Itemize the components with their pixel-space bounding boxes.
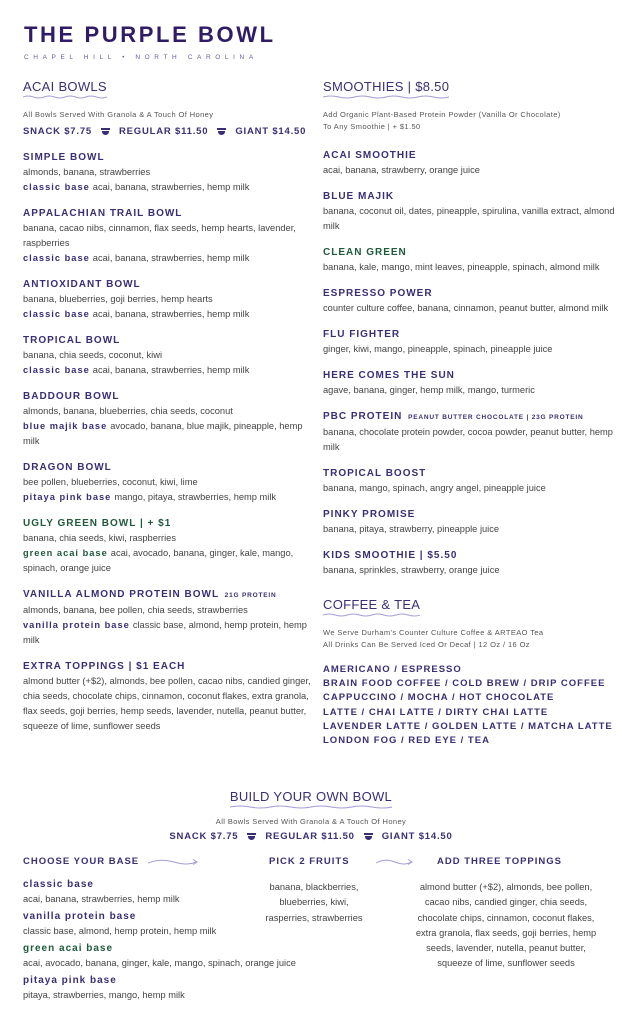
item-toppings: bee pollen, blueberries, coconut, kiwi, lime [23,477,198,487]
base-name: green acai base [23,943,114,954]
item-desc: banana, kale, mango, mint leaves, pineapple, spinach, almond milk [323,262,600,272]
byob-title [230,789,392,809]
fruits-line: rasperries, strawberries [265,912,363,923]
item-name: HERE COMES THE SUN [323,370,455,381]
protein-badge: PEANUT BUTTER CHOCOLATE | 23G PROTEIN [408,414,584,421]
item-desc: banana, mango, spinach, angry angel, pineapple juice [323,483,546,493]
item-name: ACAI SMOOTHIE [323,150,417,161]
item-base [23,251,313,266]
base-name: pitaya pink base [23,975,117,986]
item-name: SIMPLE BOWL [23,152,105,163]
byob-fruits-list [246,880,382,926]
extra-toppings [23,660,313,734]
toppings-line: chocolate chips, cinnamon, coconut flakes, [417,912,595,923]
brand-location: CHAPEL HILL • NORTH CAROLINA [24,54,258,61]
menu-item-kids-smoothie [323,549,618,578]
build-your-own-bowl-section [0,788,622,842]
menu-item-clean-green [323,246,618,275]
protein-badge: 21G PROTEIN [224,592,277,599]
base-ingredients: acai, avocado, banana, ginger, kale, mango, spinach, orange juice [23,548,294,573]
item-name: DRAGON BOWL [23,462,112,473]
toppings-line: extra granola, flax seeds, goji berries, hemp [415,927,597,938]
toppings-line: squeeze of lime, sunflower seeds [437,958,575,969]
item-desc: acai, banana, strawberry, orange juice [323,165,480,175]
menu-item-dragon-bowl [23,461,313,505]
coffee-line: BRAIN FOOD COFFEE / COLD BREW / DRIP COFFEE [323,678,606,690]
byob-note: All Bowls Served With Granola & A Touch Of Honey [215,817,407,826]
item-name: TROPICAL BOOST [323,468,427,479]
menu-item-baddour-bowl [23,390,313,449]
size-regular: REGULAR $11.50 [265,831,355,842]
item-name: UGLY GREEN BOWL | + $1 [23,518,172,529]
wave-underline-icon [23,95,107,99]
menu-item-blue-majik [323,190,618,234]
size-giant: GIANT $14.50 [381,831,453,842]
item-toppings: almonds, banana, strawberries [23,167,151,177]
smoothies-note-line: Add Organic Plant-Based Protein Powder (Vanilla Or Chocolate) [323,110,561,119]
coffee-drink-list [323,663,618,748]
toppings-line: cacao nibs, candied ginger, chia seeds, [424,897,588,908]
menu-item-here-comes-the-sun [323,369,618,398]
item-name: BLUE MAJIK [323,191,395,202]
base-label: green acai base [23,548,108,558]
item-name: APPALACHIAN TRAIL BOWL [23,208,183,219]
menu-item-tropical-bowl [23,334,313,378]
item-toppings: banana, blueberries, goji berries, hemp hearts [23,294,213,304]
coffee-tea-section [323,596,618,748]
wave-underline-icon [230,805,392,809]
step-choose-base: CHOOSE YOUR BASE [23,856,140,867]
menu-item-appalachian-trail-bowl [23,207,313,266]
base-ingredients: acai, banana, strawberries, hemp milk [92,309,250,319]
byob-steps [0,856,622,870]
coffee-tea-title [323,597,420,617]
byob-toppings-list [400,880,612,972]
acai-bowls-title [23,79,107,99]
coffee-line: AMERICANO / ESPRESSO [323,664,462,675]
item-name: ANTIOXIDANT BOWL [23,279,141,290]
menu-item-vanilla-almond-protein-bowl [23,588,313,648]
item-desc: agave, banana, ginger, hemp milk, mango, turmeric [323,385,535,395]
fruits-line: blueberries, kiwi, [279,897,349,908]
size-snack: SNACK $7.75 [169,831,239,842]
coffee-line: LAVENDER LATTE / GOLDEN LATTE / MATCHA LATTE [323,720,613,732]
byob-title-text: BUILD YOUR OWN BOWL [229,789,393,804]
coffee-line: LATTE / CHAI LATTE / DIRTY CHAI LATTE [323,706,549,718]
item-name: PINKY PROMISE [323,509,416,520]
item-toppings: banana, chia seeds, kiwi, raspberries [23,533,176,543]
smoothies-section [323,78,618,748]
acai-sizes [23,126,313,137]
base-option-pitaya-pink [23,974,323,1003]
menu-item-flu-fighter [323,328,618,357]
item-name: KIDS SMOOTHIE | $5.50 [323,550,458,561]
extra-toppings-list: almond butter (+$2), almonds, bee pollen, cacao nibs, candied ginger, chia seeds, chocolate chips, cinnamon, coconut flakes, extra granola, flax seeds, goji berries, hemp seeds, lavender, nutella, peanut butter, squeeze of lime, sunflower seeds [23,676,311,731]
smoothies-title [323,79,449,99]
bowl-icon [247,833,256,840]
smoothies-title-text: SMOOTHIES | $8.50 [323,79,450,94]
item-name: CLEAN GREEN [323,247,407,258]
base-ingredients: acai, banana, strawberries, hemp milk [92,182,250,192]
item-desc: banana, sprinkles, strawberry, orange juice [323,565,500,575]
size-snack: SNACK $7.75 [23,126,92,137]
base-label: vanilla protein base [23,620,130,630]
bowl-icon [217,128,226,135]
wavy-arrow-icon [375,858,415,866]
item-desc: counter culture coffee, banana, cinnamon, peanut butter, almond milk [323,303,609,313]
base-label: classic base [23,365,90,375]
base-ingredients: mango, pitaya, strawberries, hemp milk [114,492,277,502]
bowl-icon [101,128,110,135]
item-base [23,419,313,449]
base-desc: classic base, almond, hemp protein, hemp milk [23,926,217,936]
brand-header [24,22,276,61]
base-label: pitaya pink base [23,492,112,502]
item-name: FLU FIGHTER [323,329,401,340]
coffee-line: LONDON FOG / RED EYE / TEA [323,735,490,747]
item-name [323,410,618,425]
wavy-arrow-icon [147,858,201,866]
item-desc: banana, pitaya, strawberry, pineapple juice [323,524,500,534]
brand-title: THE PURPLE BOWL [24,22,276,47]
item-name: ESPRESSO POWER [323,288,433,299]
size-giant: GIANT $14.50 [235,126,307,137]
wave-underline-icon [323,95,449,99]
coffee-note-line: All Drinks Can Be Served Iced Or Decaf | 12 Oz / 16 Oz [323,640,530,649]
item-base [23,546,313,576]
acai-bowls-section [23,78,313,734]
base-desc: pitaya, strawberries, mango, hemp milk [23,990,185,1000]
base-ingredients: avocado, banana, blue majik, pineapple, hemp milk [23,421,303,446]
coffee-tea-title-text: COFFEE & TEA [323,597,421,612]
smoothies-note [323,109,618,133]
menu-item-acai-smoothie [323,149,618,178]
item-name-text: PBC PROTEIN [323,411,403,422]
byob-sizes [0,831,622,842]
base-ingredients: classic base, almond, hemp protein, hemp milk [23,620,307,645]
item-base [23,363,313,378]
menu-item-tropical-boost [323,467,618,496]
base-label: classic base [23,182,90,192]
step-pick-fruits: PICK 2 FRUITS [269,856,350,867]
wave-underline-icon [323,613,420,617]
base-name: classic base [23,879,94,890]
fruits-line: banana, blackberries, [269,882,359,892]
acai-bowls-title-text: ACAI BOWLS [23,79,107,94]
item-desc: ginger, kiwi, mango, pineapple, spinach, pineapple juice [323,344,553,354]
base-option-green-acai [23,942,323,971]
bowl-icon [364,833,373,840]
item-toppings: almonds, banana, bee pollen, chia seeds, strawberries [23,605,248,615]
base-label: blue majik base [23,421,108,431]
menu-item-simple-bowl [23,151,313,195]
size-regular: REGULAR $11.50 [119,126,209,137]
base-name: vanilla protein base [23,911,137,922]
item-desc: banana, coconut oil, dates, pineapple, spirulina, vanilla extract, almond milk [323,206,615,231]
base-label: classic base [23,253,90,263]
toppings-line: almond butter (+$2), almonds, bee pollen, [419,882,593,892]
item-base [23,618,313,648]
step-add-toppings: ADD THREE TOPPINGS [437,856,562,867]
item-name: BADDOUR BOWL [23,391,120,402]
coffee-line: CAPPUCCINO / MOCHA / HOT CHOCOLATE [323,692,555,704]
item-toppings: banana, chia seeds, coconut, kiwi [23,350,163,360]
base-label: classic base [23,309,90,319]
smoothies-note-line: To Any Smoothie | + $1.50 [323,122,421,131]
menu-item-pbc-protein [323,410,618,455]
toppings-line: seeds, lavender, nutella, peanut butter, [426,943,586,954]
item-base [23,180,313,195]
coffee-note [323,627,618,651]
item-base [23,307,313,322]
base-ingredients: acai, banana, strawberries, hemp milk [92,365,250,375]
item-name-text: VANILLA ALMOND PROTEIN BOWL [23,589,219,600]
acai-note: All Bowls Served With Granola & A Touch Of Honey [23,110,214,119]
extra-toppings-title: EXTRA TOPPINGS | $1 EACH [23,661,186,672]
item-desc: banana, chocolate protein powder, cocoa powder, peanut butter, hemp milk [323,427,613,452]
menu-item-antioxidant-bowl [23,278,313,322]
item-toppings: almonds, banana, blueberries, chia seeds, coconut [23,406,233,416]
item-name: TROPICAL BOWL [23,335,121,346]
menu-item-ugly-green-bowl [23,517,313,576]
item-base [23,490,313,505]
base-ingredients: acai, banana, strawberries, hemp milk [92,253,250,263]
base-desc: acai, avocado, banana, ginger, kale, mango, spinach, orange juice [23,958,296,968]
coffee-note-line: We Serve Durham's Counter Culture Coffee & ARTEAO Tea [323,628,544,637]
menu-item-espresso-power [323,287,618,316]
item-name [23,588,313,603]
menu-item-pinky-promise [323,508,618,537]
item-toppings: banana, cacao nibs, cinnamon, flax seeds, hemp hearts, lavender, raspberries [23,223,296,248]
base-desc: acai, banana, strawberries, hemp milk [23,894,180,904]
